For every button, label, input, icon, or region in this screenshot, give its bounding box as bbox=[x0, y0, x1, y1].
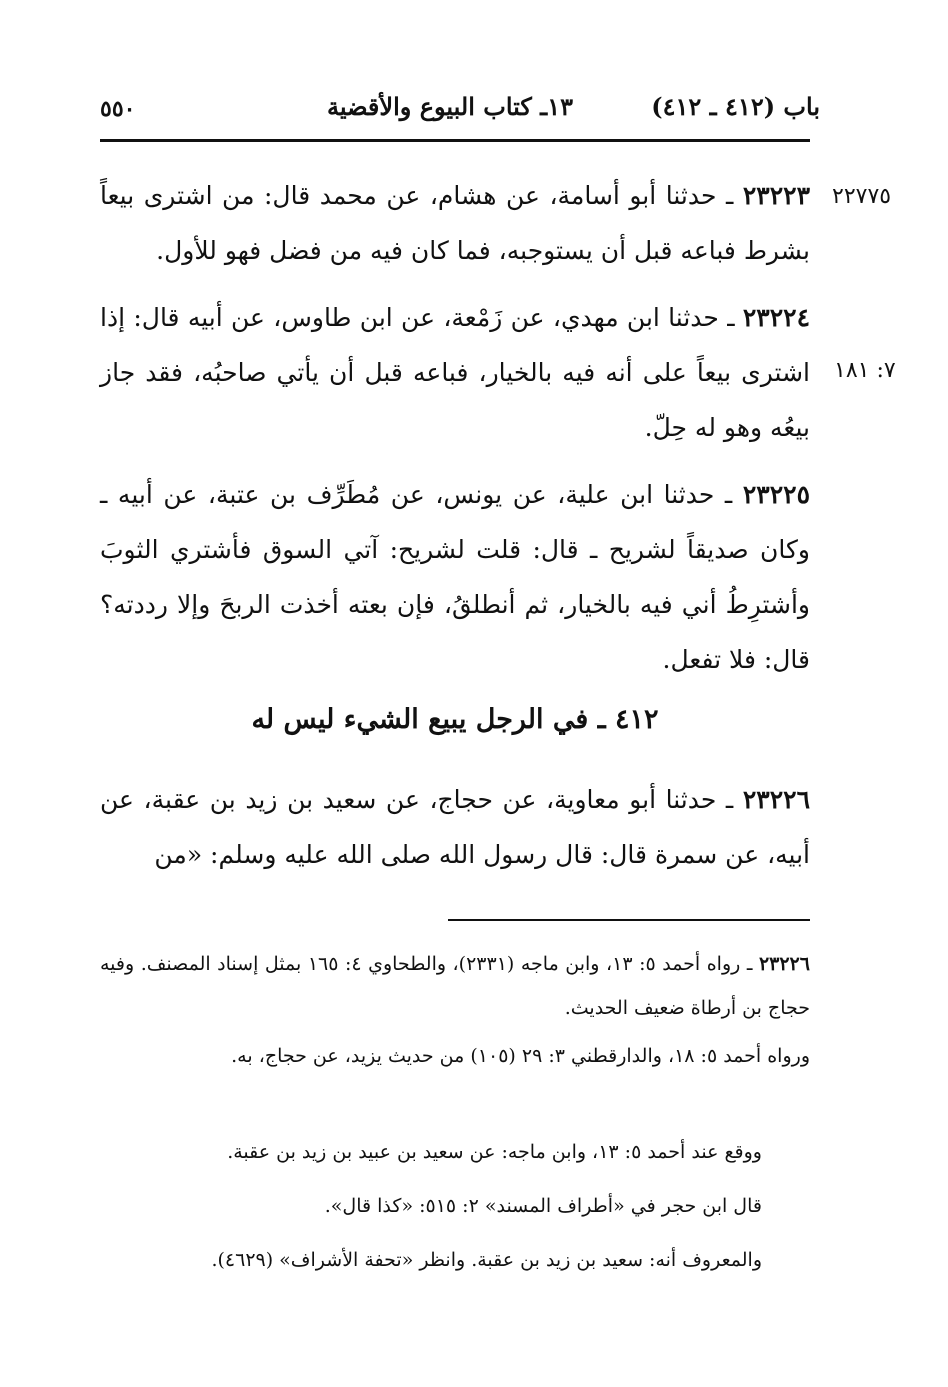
entry-number: ٢٣٢٢٦ bbox=[742, 785, 810, 814]
footnote-2: ورواه أحمد ٥: ١٨، والدارقطني ٣: ٢٩ (١٠٥) من حديث يزيد، عن حجاج، به. bbox=[231, 1045, 810, 1067]
entry-number: ٢٣٢٢٤ bbox=[742, 303, 810, 332]
footnote-rule bbox=[448, 919, 810, 921]
margin-ref-1: ٢٢٧٧٥ bbox=[832, 184, 892, 209]
entry-23223 bbox=[100, 168, 810, 278]
entry-23224 bbox=[100, 290, 810, 455]
section-heading: ٤١٢ ـ في الرجل يبيع الشيء ليس له bbox=[251, 704, 659, 735]
chapter-range: باب (٤١٢ ـ ٤١٢) bbox=[651, 92, 820, 121]
entry-text: ـ حدثنا أبو معاوية، عن حجاج، عن سعيد بن زيد بن عقبة، عن أبيه، عن سمرة قال: قال رسول الله صلى الله عليه وسلم: «من bbox=[100, 785, 810, 869]
entry-23226 bbox=[100, 772, 810, 882]
entry-23225 bbox=[100, 467, 810, 687]
page-number: ٥٥٠ bbox=[100, 96, 136, 122]
entry-text: ـ حدثنا ابن علية، عن يونس، عن مُطَرِّف بن عتبة، عن أبيه ـ وكان صديقاً لشريح ـ قال: قلت لشريح: آتي السوق فأشتري الثوبَ وأشترِطُ أني فيه بالخيار، ثم أنطلقُ، فإن بعته أخذت الربحَ وإلا رددته؟ قال: فلا تفعل. bbox=[100, 480, 810, 674]
margin-ref-2: ٧: ١٨١ bbox=[834, 358, 896, 383]
footnote-4: قال ابن حجر في «أطراف المسند» ٢: ٥١٥: «كذا قال». bbox=[324, 1195, 762, 1217]
entry-number: ٢٣٢٢٣ bbox=[742, 181, 810, 210]
entry-text: ـ حدثنا أبو أسامة، عن هشام، عن محمد قال: من اشترى بيعاً بشرط فباعه قبل أن يستوجبه، فما كان فيه من فضل فهو للأول. bbox=[100, 181, 810, 265]
footnote-text: ـ رواه أحمد ٥: ١٣، وابن ماجه (٢٣٣١)، والطحاوي ٤: ١٦٥ بمثل إسناد المصنف. وفيه حجاج بن أرطاة ضعيف الحديث. bbox=[100, 953, 810, 1019]
footnote-3: ووقع عند أحمد ٥: ١٣، وابن ماجه: عن سعيد بن عبيد بن زيد بن عقبة. bbox=[227, 1141, 762, 1163]
footnote-number: ٢٣٢٢٦ bbox=[758, 953, 810, 975]
entry-number: ٢٣٢٢٥ bbox=[742, 480, 811, 509]
header-rule bbox=[100, 139, 810, 142]
footnote-5: والمعروف أنه: سعيد بن زيد بن عقبة. وانظر «تحفة الأشراف» (٤٦٢٩). bbox=[211, 1249, 762, 1271]
book-title: ١٣ـ كتاب البيوع والأقضية bbox=[327, 92, 573, 121]
entry-text: ـ حدثنا ابن مهدي، عن زَمْعة، عن ابن طاوس، عن أبيه قال: إذا اشترى بيعاً على أنه فيه بالخيار، فباعه قبل أن يأتي صاحبُه، فقد جاز بيعُه وهو له حِلّ. bbox=[100, 303, 810, 442]
footnote-1 bbox=[100, 942, 810, 1030]
